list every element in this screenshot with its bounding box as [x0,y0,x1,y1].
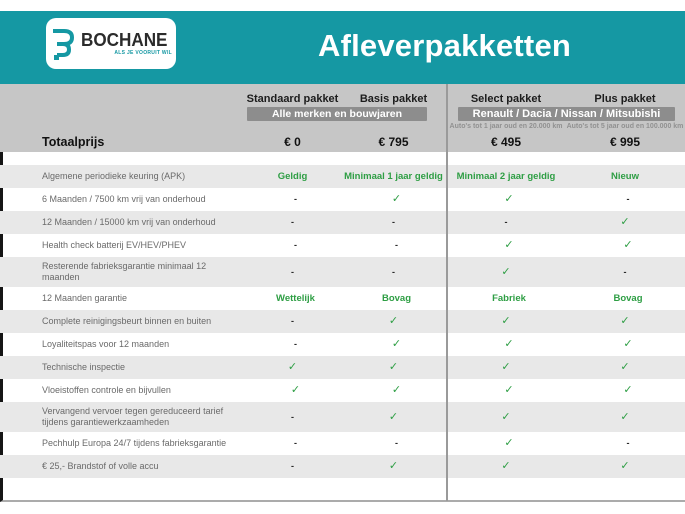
row-label: Algemene periodieke keuring (APK) [42,171,186,181]
row-label: 12 Maanden garantie [42,293,128,303]
table-row [0,432,685,455]
feature-value: Fabriek [492,292,526,304]
check-icon: ✓ [501,265,511,278]
brand-name: BOCHANE [80,30,168,50]
check-icon: ✓ [623,384,633,396]
feature-value: Minimaal 1 jaar geldig [344,170,443,182]
row-label: Technische inspectie [42,362,126,372]
badge-brands: Renault / Dacia / Nissan / Mitsubishi [458,107,675,121]
check-icon: ✓ [391,193,402,205]
feature-value: Bovag [613,292,643,304]
row-label: Vloeistoffen controle en bijvullen [42,385,171,395]
check-icon: ✓ [620,315,630,327]
dash-value: - [291,461,294,471]
bochane-logo-icon [50,26,76,62]
table-row [0,188,685,211]
table-header [0,84,685,152]
caption-plus: Auto's tot 5 jaar oud en 100.000 km [566,123,684,130]
check-icon: ✓ [388,460,399,472]
dash-value: - [392,266,395,277]
table-row [0,257,685,287]
feature-value: Minimaal 2 jaar geldig [456,170,556,182]
row-label: € 25,- Brandstof of volle accu [42,461,159,471]
feature-value: Nieuw [611,170,639,182]
feature-value: Wettelijk [276,292,315,304]
page-title: Afleverpakketten [318,28,572,63]
empty-bottom-row [0,478,685,502]
badge-all-brands: Alle merken en bouwjaren [247,107,427,121]
dash-value: - [395,438,398,448]
table-row [0,211,685,234]
check-icon: ✓ [388,361,399,373]
table-row [0,310,685,333]
dash-value: - [291,217,294,227]
check-icon: ✓ [287,361,298,373]
app-header [0,11,685,84]
dash-value: - [395,240,398,250]
check-icon: ✓ [620,216,630,228]
total-price-label: Totaalprijs [42,135,105,149]
check-icon: ✓ [501,460,511,472]
table-row [0,402,685,432]
dash-value: - [294,438,297,448]
check-icon: ✓ [620,361,630,373]
check-icon: ✓ [388,315,399,327]
table-row [0,455,685,478]
check-icon: ✓ [620,460,630,472]
check-icon: ✓ [501,361,511,373]
column-header-plus: Plus pakket [594,93,656,105]
dash-value: - [626,194,630,204]
dash-value: - [291,411,294,422]
table-row [0,333,685,356]
row-label: Vervangend vervoer tegen gereduceerd tarief tijdens garantiewerkzaamheden [42,406,224,427]
check-icon: ✓ [504,239,514,251]
table-row [0,379,685,402]
check-icon: ✓ [388,410,399,423]
price-basis: € 795 [378,135,409,149]
dash-value: - [294,339,297,349]
check-icon: ✓ [623,239,633,251]
check-icon: ✓ [504,384,514,396]
column-header-select: Select pakket [470,93,542,105]
price-select: € 495 [490,135,522,149]
check-icon: ✓ [504,437,514,449]
caption-row [0,122,685,132]
check-icon: ✓ [504,338,514,350]
brand-text [81,31,172,56]
table-body [0,165,685,478]
row-label: 6 Maanden / 7500 km vrij van onderhoud [42,194,206,204]
badge-row [0,106,685,122]
column-header-basis: Basis pakket [359,93,428,105]
total-price-row [0,132,685,152]
row-label: Pechhulp Europa 24/7 tijdens fabrieksgarantie [42,438,227,448]
brand-tagline: ALS JE VOORUIT WIL [114,50,172,56]
row-label: Loyaliteitspas voor 12 maanden [42,339,170,349]
dash-value: - [294,240,297,250]
column-header-standaard: Standaard pakket [246,93,339,105]
dash-value: - [291,266,294,277]
table-row [0,234,685,257]
dash-value: - [626,438,630,448]
row-label: 12 Maanden / 15000 km vrij van onderhoud [42,217,216,227]
row-label: Complete reinigingsbeurt binnen en buiten [42,316,212,326]
price-standaard: € 0 [284,135,301,149]
price-plus: € 995 [609,135,641,149]
row-label: Health check batterij EV/HEV/PHEV [42,240,187,250]
section-divider [446,84,448,501]
check-icon: ✓ [391,384,402,396]
dash-value: - [294,194,297,204]
check-icon: ✓ [504,193,514,205]
check-icon: ✓ [290,384,301,396]
feature-value: Bovag [381,292,412,304]
caption-select: Auto's tot 1 jaar oud en 20.000 km [449,123,563,130]
check-icon: ✓ [501,410,511,423]
dash-value: - [392,217,395,227]
table-row [0,287,685,310]
table-row [0,165,685,188]
check-icon: ✓ [620,410,630,423]
feature-value: Geldig [277,170,308,182]
brand-logo [46,18,176,69]
check-icon: ✓ [623,338,633,350]
check-icon: ✓ [501,315,511,327]
check-icon: ✓ [391,338,402,350]
table-row [0,356,685,379]
dash-value: - [504,217,508,227]
spacer-row [0,152,685,165]
column-header-row [0,84,685,106]
row-label: Resterende fabrieksgarantie minimaal 12 maanden [42,261,207,282]
dash-value: - [623,266,627,277]
dash-value: - [291,316,294,326]
